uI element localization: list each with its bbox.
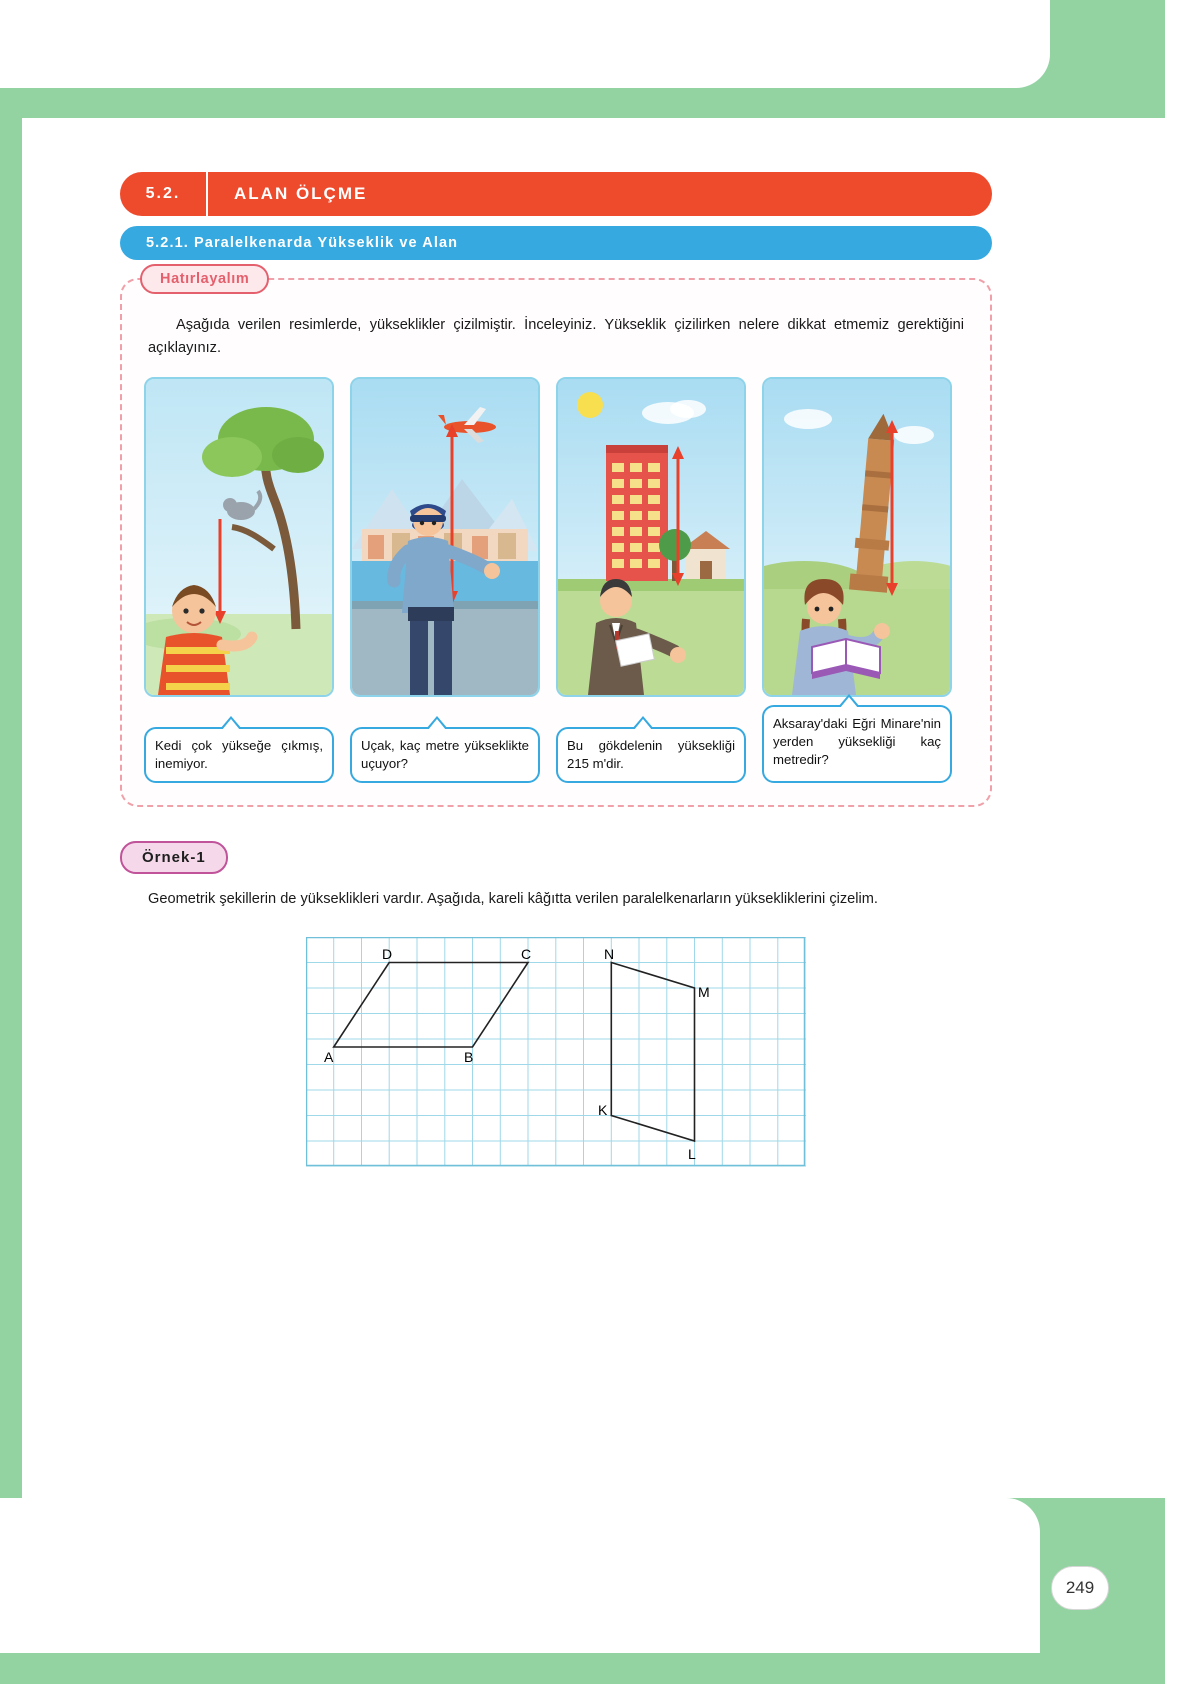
- vertex-label-K: K: [598, 1101, 608, 1118]
- figure-wrapper: [120, 937, 992, 1167]
- unit-label: 5. ÜNİTE: [1024, 131, 1091, 148]
- page-bottom-band-notch: [0, 1498, 1040, 1653]
- recall-box: [120, 271, 992, 807]
- leaning-minaret-svg: [764, 379, 950, 695]
- callout-bubble: Kedi çok yükseğe çıkmış, inemiyor.: [144, 727, 334, 783]
- vertex-label-D: D: [382, 945, 393, 962]
- example-instruction-text: Geometrik şekillerin de yükseklikleri vardır. Aşağıda, kareli kâğıtta verilen paralelkenarların yüksekliklerini çizelim.: [148, 891, 878, 908]
- section-header-bar: [120, 172, 992, 216]
- vertex-label-L: L: [688, 1145, 696, 1162]
- recall-instruction-text: Aşağıda verilen resimlerde, yükseklikler çizilmiştir. İnceleyiniz. Yükseklik çizilirken nelere dikkat etmemiz gerektiğini açıklayınız.: [148, 317, 964, 356]
- callout-bubble: Uçak, kaç metre yükseklikte uçuyor?: [350, 727, 540, 783]
- page-top-band: [0, 0, 1191, 118]
- page-bottom-band: [0, 1498, 1191, 1684]
- grid-parallelograms-figure: [306, 937, 806, 1167]
- subsection-title: 5.2.1. Paralelkenarda Yükseklik ve Alan: [146, 235, 459, 251]
- vertex-label-B: B: [464, 1048, 474, 1065]
- vertex-label-N: N: [604, 945, 615, 962]
- page-left-band: [0, 118, 22, 1498]
- cat-in-tree-svg: [146, 379, 332, 695]
- airplane-over-lake-svg: [352, 379, 538, 695]
- callout-bubble: Bu gökdelenin yüksekliği 215 m'dir.: [556, 727, 746, 783]
- leaning-minaret-illustration: [762, 377, 952, 697]
- skyscraper-illustration: [556, 377, 746, 697]
- page-top-band-notch: [0, 0, 1050, 88]
- vertex-label-A: A: [324, 1048, 334, 1065]
- page-right-strip: [1165, 0, 1191, 1684]
- callout-row: [144, 716, 968, 783]
- vertex-label-M: M: [698, 983, 710, 1000]
- example-badge: Örnek-1: [120, 841, 228, 874]
- section-title: ALAN ÖLÇME: [234, 184, 368, 203]
- section-number: 5.2.: [145, 185, 181, 202]
- illustration-row: [144, 377, 968, 697]
- page-number: 249: [1051, 1566, 1109, 1610]
- airplane-over-lake-illustration: [350, 377, 540, 697]
- recall-badge: Hatırlayalım: [140, 264, 269, 294]
- callout-bubble: Aksaray'daki Eğri Minare'nin yerden yüksekliği kaç metredir?: [762, 705, 952, 783]
- vertex-label-C: C: [521, 945, 532, 962]
- page-content: [120, 172, 992, 1167]
- skyscraper-svg: [558, 379, 744, 695]
- cat-in-tree-illustration: [144, 377, 334, 697]
- subsection-header-bar: [120, 226, 992, 260]
